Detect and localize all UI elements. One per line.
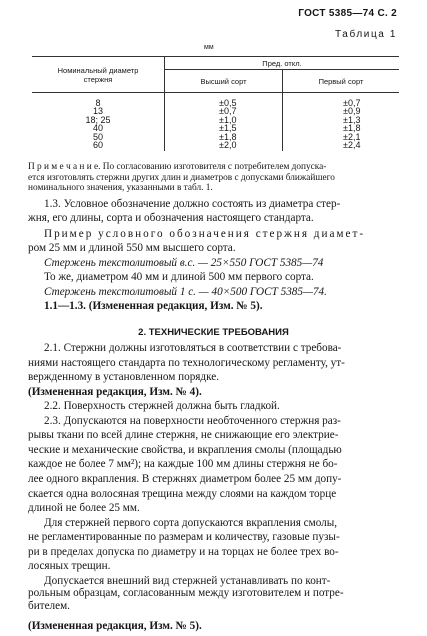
col-header-first-grade: Первый сорт	[283, 70, 400, 93]
table-note-line: ется изготовлять стержни других длин и диаметров с допусками ближайшего	[28, 172, 335, 183]
body-line: ром 25 мм и длиной 550 мм высшего сорта.	[28, 242, 236, 255]
table-unit: мм	[204, 43, 214, 51]
col-header-top-grade: Высший сорт	[165, 70, 283, 93]
designation-example: Стержень текстолитовый 1 с. — 40×500 ГОСТ 5385—74.	[44, 285, 327, 298]
amendment-note: (Измененная редакция, Изм. № 4).	[28, 385, 202, 398]
body-line: 2.2. Поверхность стержней должна быть гладкой.	[44, 400, 280, 413]
table-body-row	[32, 93, 399, 152]
amendment-note: 1.1—1.3. (Измененная редакция, Изм. № 5).	[44, 300, 263, 313]
body-line: ческие и механические свойства, и вкрапления смолы (площадью	[28, 443, 342, 456]
table-note-line: номинального значения, указанными в табл. 1.	[28, 183, 213, 194]
body-line: 2.1. Стержни должны изготовляться в соответствии с требова-	[44, 342, 342, 355]
body-line: Допускается внешний вид стержней устанавливать по конт-	[44, 574, 331, 587]
body-line: жня, его длины, сорта и обозначения настоящего стандарта.	[28, 212, 314, 225]
body-line: не регламентированные по размерам и количеству, газовые пузы-	[28, 531, 340, 544]
body-line: Для стержней первого сорта допускаются вкрапления смолы,	[44, 516, 338, 529]
body-line: 1.3. Условное обозначение должно состоять из диаметра стер-	[44, 197, 341, 210]
amendment-note: (Измененная редакция, Изм. № 5).	[28, 620, 202, 633]
body-line: ри в пределах допуска по диаметру и на торцах не более трех во-	[28, 545, 339, 558]
tolerance-table	[32, 56, 399, 151]
body-line: скается одна волосяная трещина между слоями на каждом торце	[28, 487, 337, 500]
section-heading: 2. ТЕХНИЧЕСКИЕ ТРЕБОВАНИЯ	[138, 326, 289, 338]
col-header-diameter: Номинальный диаметр стержня	[32, 57, 165, 93]
diameter-values: 8 13 18; 25 40 50 60	[85, 98, 111, 151]
body-line: ниями настоящего стандарта по технологическому регламенту, ут-	[28, 356, 345, 369]
body-line: бителем.	[28, 600, 70, 612]
designation-example: Стержень текстолитовый в.с. — 25×550 ГОСТ 5385—74	[44, 256, 324, 269]
first-grade-values: ±0,7 ±0,9 ±1,3 ±1,8 ±2,1 ±2,4	[283, 93, 400, 152]
body-line: длиной не более 25 мм.	[28, 502, 140, 515]
table-note-line: П р и м е ч а н и е. По согласованию изготовителя с потребителем допуска-	[28, 161, 327, 172]
table-caption: Таблица 1	[335, 29, 397, 41]
body-line: рольным образцам, согласованным между изготовителем и потре-	[28, 587, 344, 600]
example-heading: Пример условного обозначения стержня диамет-	[44, 227, 366, 240]
body-line: вержденному в установленном порядке.	[28, 371, 220, 384]
body-line: каждое не более 7 мм²); на каждые 100 мм длины стержня не бо-	[28, 458, 338, 471]
top-grade-values: ±0,5 ±0,7 ±1,0 ±1,5 ±1,8 ±2,0	[165, 93, 283, 152]
body-line: лее одного вкрапления. В стержнях диаметром более 25 мм допу-	[28, 473, 342, 486]
col-header-deviation: Пред. откл.	[165, 57, 400, 70]
body-line: лосяных трещин.	[28, 560, 111, 573]
page-header: ГОСТ 5385—74 С. 2	[298, 7, 397, 19]
body-line: рывы ткани по всей длине стержня, не снижающие его электрие-	[28, 429, 339, 442]
body-line: То же, диаметром 40 мм и длиной 500 мм первого сорта.	[44, 271, 314, 284]
body-line: 2.3. Допускаются на поверхности необточенного стержня раз-	[44, 414, 341, 427]
